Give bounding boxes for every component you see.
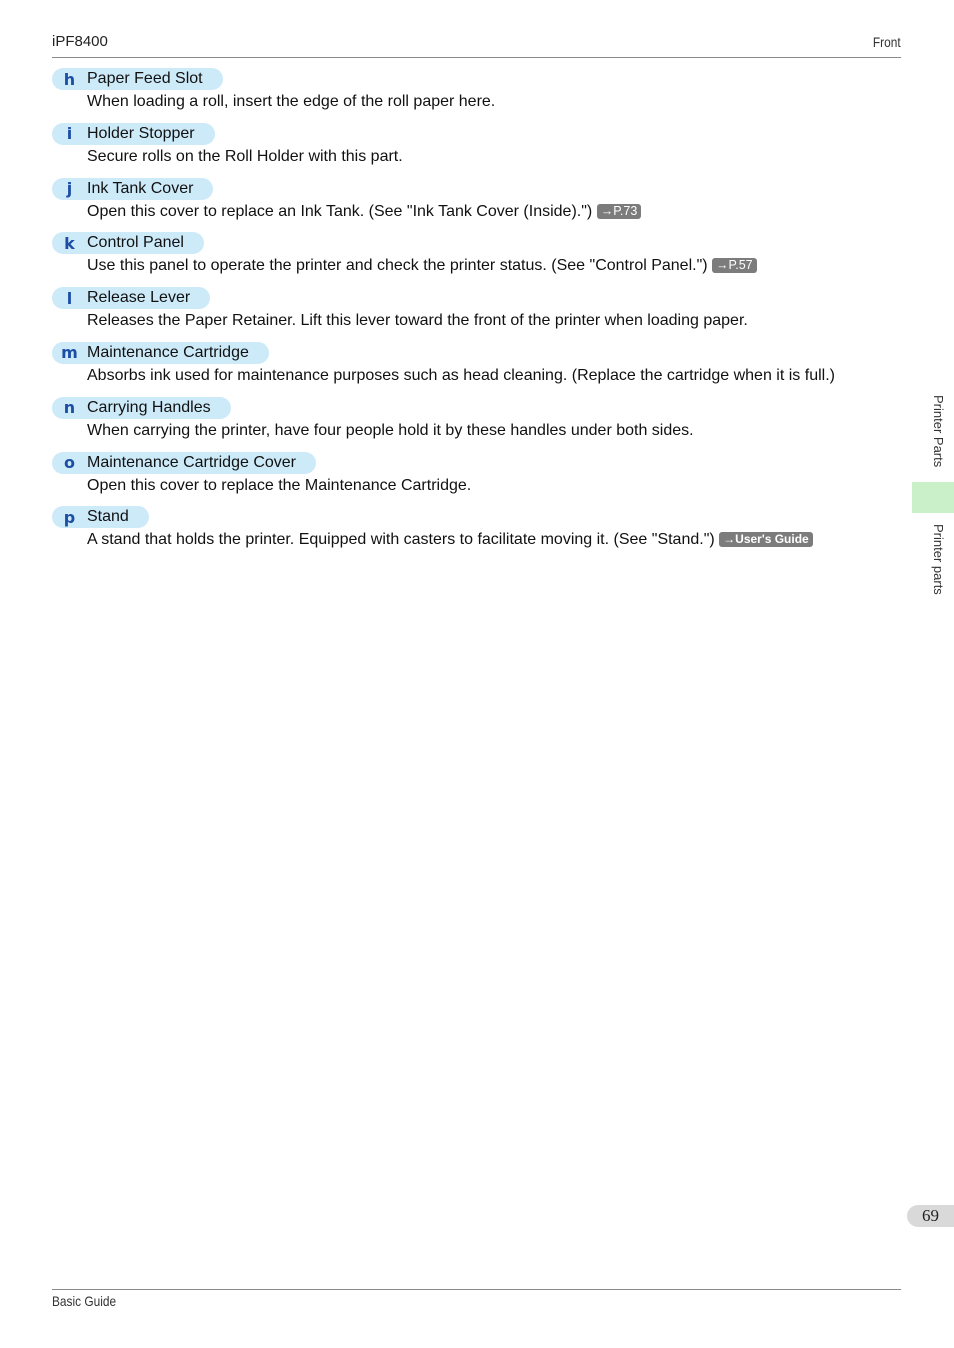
item-heading-pill	[52, 232, 204, 254]
header-section: Front	[873, 34, 901, 50]
list-item	[52, 68, 892, 123]
item-letter: j	[66, 179, 73, 199]
item-description	[87, 202, 892, 222]
item-description-text: Use this panel to operate the printer and check the printer status. (See "Control Panel.")	[87, 257, 713, 275]
item-title: Maintenance Cartridge	[87, 343, 249, 361]
item-title: Ink Tank Cover	[87, 179, 194, 197]
item-description-text: A stand that holds the printer. Equipped with casters to facilitate moving it. (See "Stand.")	[87, 531, 720, 549]
item-title: Stand	[87, 508, 129, 526]
item-description-text: Open this cover to replace an Ink Tank. (See "Ink Tank Cover (Inside).")	[87, 202, 597, 220]
item-letter: k	[64, 233, 75, 253]
item-description-text: Open this cover to replace the Maintenance Cartridge.	[87, 476, 472, 494]
item-title: Maintenance Cartridge Cover	[87, 453, 296, 471]
list-item	[52, 397, 892, 452]
item-description	[87, 476, 892, 496]
item-letter: l	[66, 288, 73, 308]
active-section-marker	[912, 482, 954, 513]
item-heading-pill	[52, 342, 269, 364]
item-letter: i	[66, 124, 73, 144]
item-description	[87, 311, 892, 331]
list-item	[52, 123, 892, 178]
item-description	[87, 147, 892, 167]
item-description	[87, 366, 892, 386]
page-reference-link[interactable]: →P.73	[597, 204, 642, 219]
item-heading-pill	[52, 68, 223, 90]
item-description-text: When loading a roll, insert the edge of the roll paper here.	[87, 93, 496, 110]
users-guide-link[interactable]: →User's Guide	[719, 532, 813, 547]
list-item	[52, 287, 892, 342]
item-description-text: Releases the Paper Retainer. Lift this lever toward the front of the printer when loading paper.	[87, 312, 748, 330]
item-title: Carrying Handles	[87, 398, 211, 416]
chapter-side-tab[interactable]: Printer Parts	[931, 395, 946, 468]
list-item	[52, 178, 892, 233]
item-heading-pill	[52, 287, 210, 309]
list-item	[52, 232, 892, 287]
item-letter: m	[61, 343, 78, 363]
item-letter: h	[63, 69, 76, 89]
item-heading-pill	[52, 452, 316, 474]
item-heading-pill	[52, 123, 215, 145]
item-description	[87, 530, 892, 550]
item-description	[87, 256, 892, 276]
parts-list	[52, 68, 892, 561]
item-letter: o	[64, 453, 75, 473]
page-number-tab: 69	[907, 1205, 954, 1227]
item-heading-pill	[52, 506, 149, 528]
item-title: Holder Stopper	[87, 124, 195, 142]
page-footer	[52, 1289, 901, 1309]
item-heading-pill	[52, 397, 231, 419]
list-item	[52, 342, 892, 397]
list-item	[52, 452, 892, 507]
section-side-tab[interactable]: Printer parts	[931, 524, 946, 595]
item-description-text: When carrying the printer, have four people hold it by these handles under both sides.	[87, 421, 694, 439]
header-model: iPF8400	[52, 33, 108, 50]
item-letter: p	[63, 507, 76, 527]
item-title: Control Panel	[87, 234, 184, 252]
page-reference-link[interactable]: →P.57	[712, 258, 757, 273]
list-item	[52, 506, 892, 561]
item-description-text: Secure rolls on the Roll Holder with this part.	[87, 147, 403, 165]
item-description	[87, 92, 892, 112]
item-description-text: Absorbs ink used for maintenance purposes such as head cleaning. (Replace the cartridge when it is full.)	[87, 366, 835, 384]
item-title: Release Lever	[87, 289, 191, 307]
footer-guide-title: Basic Guide	[52, 1293, 117, 1309]
item-description	[87, 421, 892, 441]
item-heading-pill	[52, 178, 213, 200]
page-header	[52, 32, 901, 58]
item-title: Paper Feed Slot	[87, 70, 203, 87]
item-letter: n	[63, 398, 76, 418]
